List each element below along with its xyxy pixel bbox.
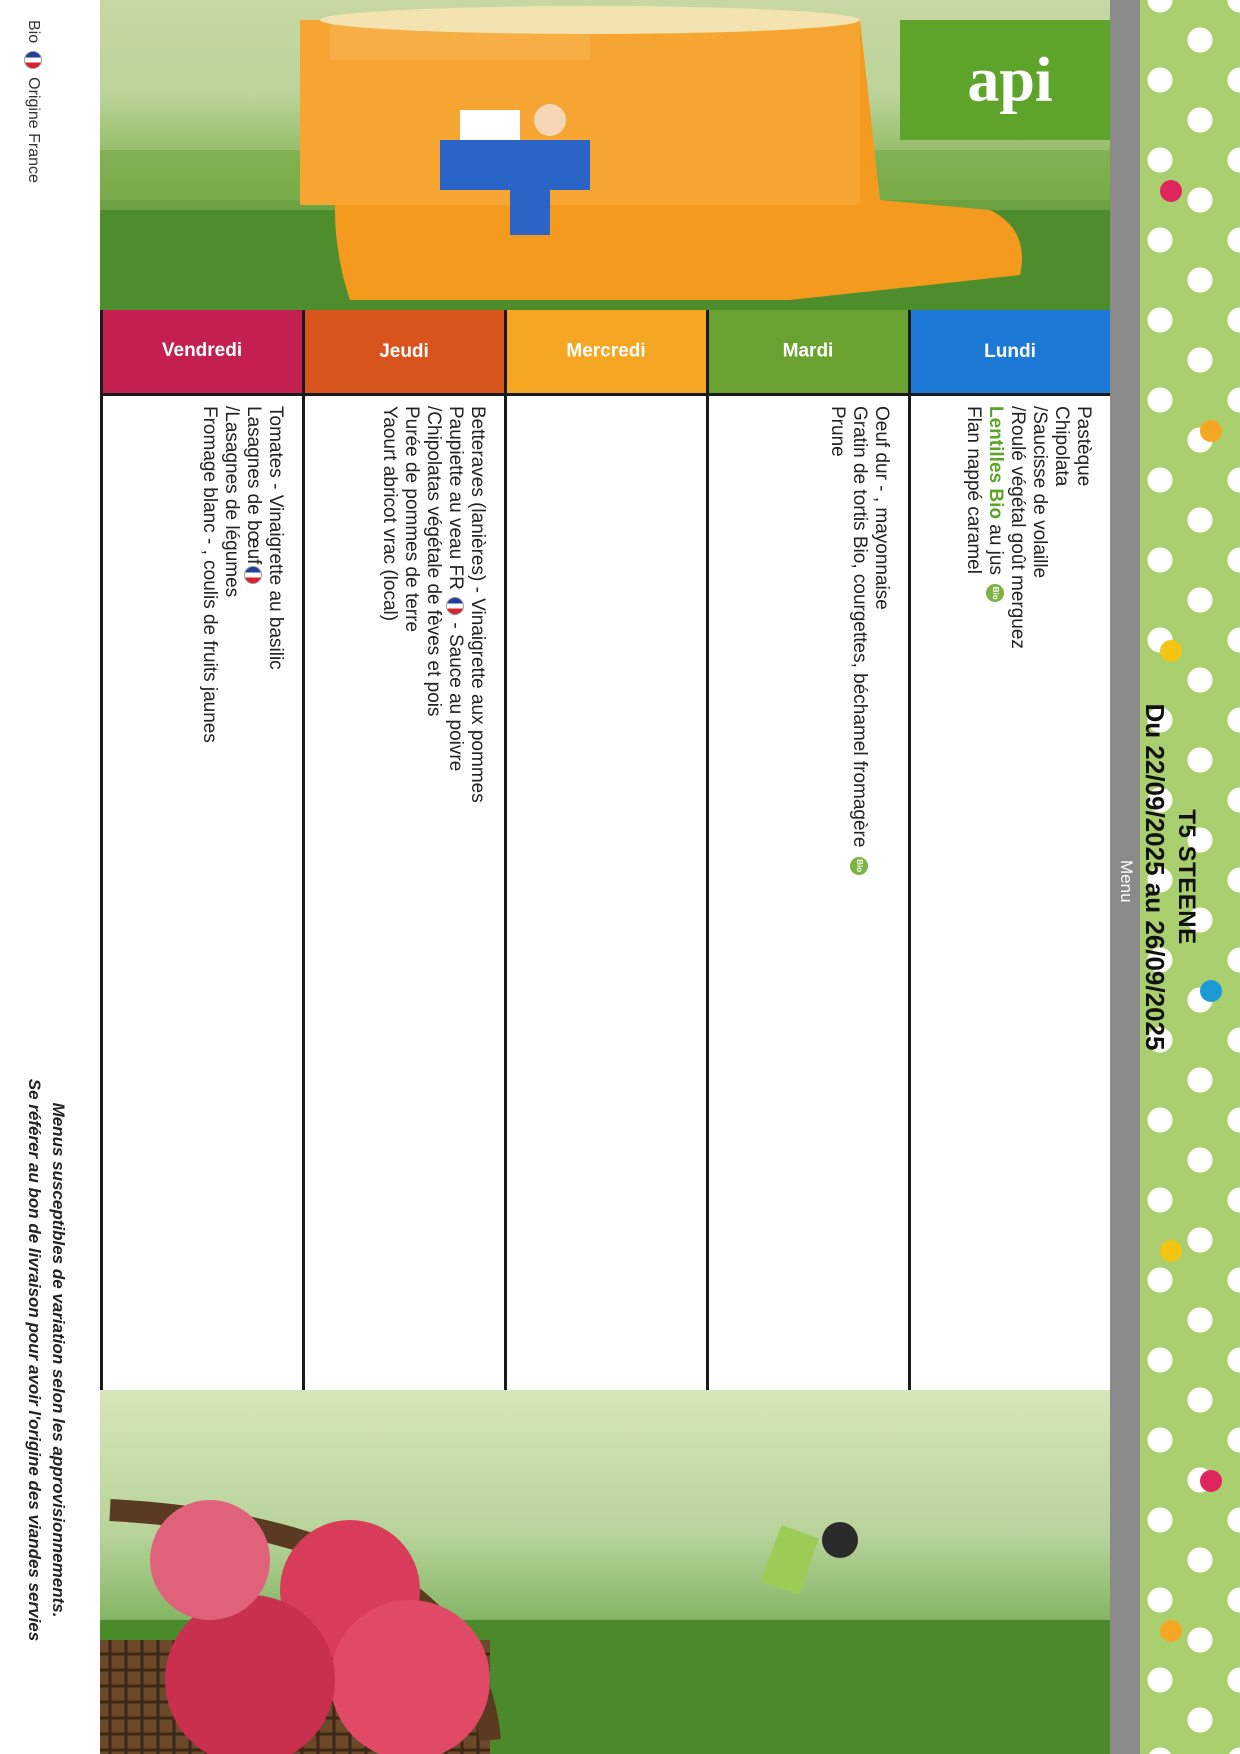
footer-strip	[70, 0, 100, 1754]
title-block	[1140, 0, 1240, 1754]
menu-items-vendredi	[198, 406, 286, 1376]
menu-item-bio	[848, 406, 870, 1376]
api-logo-text: api	[967, 44, 1053, 115]
menu-item-fr	[242, 406, 264, 1376]
france-flag-icon	[244, 566, 262, 584]
basket-illustration	[100, 1390, 1110, 1754]
menu-item: Chipolata	[1051, 406, 1072, 487]
day-header-mardi	[709, 310, 908, 396]
day-name: Jeudi	[379, 340, 430, 362]
menu-item: Prune	[827, 406, 848, 457]
bio-badge-icon: Bio	[850, 857, 868, 875]
menu-items-mardi	[826, 406, 892, 1376]
menu-item: /Saucisse de volaille	[1029, 406, 1050, 579]
menu-item-rest: au jus	[985, 518, 1006, 575]
france-flag-icon	[24, 51, 42, 69]
page-title: T5 STEENE	[1173, 809, 1200, 945]
menu-item: /Chipolatas végétale de fèves et pois	[423, 406, 444, 717]
menu-item-bio	[984, 406, 1006, 1376]
disclaimer	[22, 1010, 70, 1710]
menu-item-fr	[444, 406, 466, 1376]
day-header-vendredi	[103, 310, 302, 396]
day-row-lundi	[908, 310, 1110, 1390]
menu-item: Yaourt abricot vrac (local)	[379, 406, 400, 622]
menu-item: /Roulé végétal goût merguez	[1007, 406, 1028, 649]
day-header-jeudi	[305, 310, 504, 396]
menu-period: Du 22/09/2025 au 26/09/2025	[1140, 703, 1170, 1051]
day-header-mercredi	[507, 310, 706, 396]
day-row-vendredi	[100, 310, 302, 1390]
menu-item-text: Paupiette au veau FR	[445, 406, 466, 590]
menu-item: Oeuf dur - , mayonnaise	[871, 406, 892, 610]
bio-product-name: Lentilles Bio	[985, 406, 1006, 519]
menu-column-label: Menu	[1117, 860, 1136, 903]
menu-item-text: Gratin de tortis Bio, courgettes, béchamel fromagère	[849, 406, 870, 848]
disclaimer-line: Se référer au bon de livraison pour avoir l'origine des viandes servies	[25, 1078, 44, 1642]
france-flag-icon	[446, 597, 464, 615]
disclaimer-line: Menus susceptibles de variation selon les approvisionnements.	[49, 1102, 68, 1618]
day-row-jeudi	[302, 310, 504, 1390]
menu-item: Tomates - Vinaigrette au basilic	[265, 406, 286, 670]
legend-bio-label: Bio	[25, 20, 42, 44]
menu-items-lundi	[962, 406, 1094, 1376]
day-row-mercredi	[504, 310, 706, 1390]
legend-origin-label: Origine France	[25, 77, 42, 183]
day-name: Vendredi	[162, 340, 243, 362]
menu-item: Fromage blanc - , coulis de fruits jaunes	[199, 406, 220, 743]
apple-basket-photo	[100, 1390, 1110, 1754]
menu-item-rest: - Sauce au poivre	[445, 617, 466, 772]
menu-item: Purée de pommes de terre	[401, 406, 422, 633]
menu-item: Betteraves (lanières) - Vinaigrette aux pommes	[467, 406, 488, 803]
menu-item: Pastèque	[1073, 406, 1094, 487]
bio-badge-icon: Bio	[986, 584, 1004, 602]
day-header-lundi	[911, 310, 1110, 396]
boot-gardener-photo	[100, 0, 1110, 310]
day-row-mardi	[706, 310, 908, 1390]
menu-item: /Lasagnes de légumes	[221, 406, 242, 598]
legend	[24, 20, 42, 183]
weekly-menu-grid	[100, 310, 1110, 1390]
day-name: Mercredi	[566, 340, 647, 362]
menu-item-text: Lasagnes de bœuf	[243, 406, 264, 565]
menu-items-jeudi	[378, 406, 488, 1376]
api-logo	[900, 20, 1110, 140]
day-name: Mardi	[783, 340, 834, 362]
menu-item: Flan nappé caramel	[963, 406, 984, 574]
day-name: Lundi	[984, 340, 1037, 362]
